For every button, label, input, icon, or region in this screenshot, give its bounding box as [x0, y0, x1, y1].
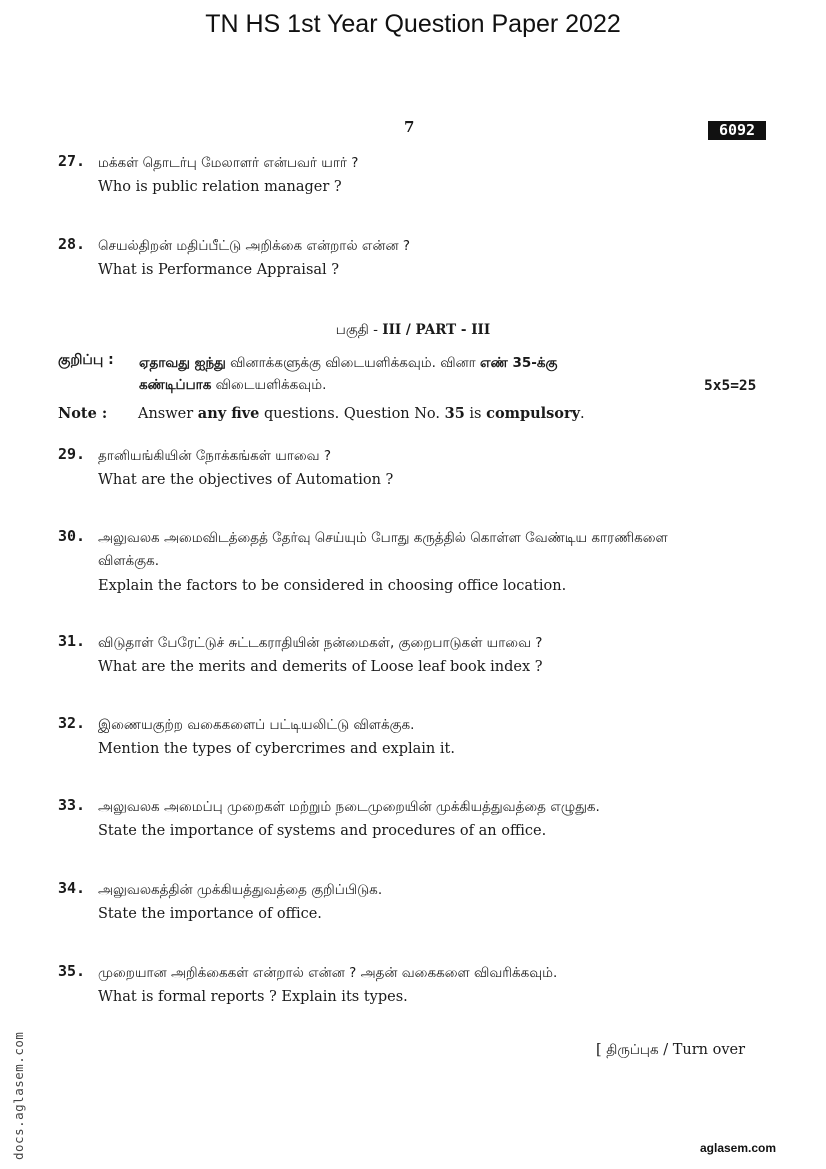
turn-over-note — [596, 1042, 745, 1060]
note-en-part-3: questions. Question No. — [259, 406, 445, 422]
question-number: 35. — [58, 962, 86, 980]
turn-over-bracket: [ — [596, 1042, 607, 1058]
question-text-tamil: விடுதாள் பேரேட்டுச் சுட்டகராதியின் நன்மைகள், குறைபாடுகள் யாவை ? — [98, 635, 543, 651]
note-en-bold-6: compulsory — [486, 405, 581, 422]
question-text-english: What are the merits and demerits of Loose leaf book index ? — [98, 659, 543, 675]
note-en-bold-4: 35 — [444, 405, 465, 422]
note-text-tamil — [139, 352, 769, 396]
note-tamil-bold-3: எண் 35-க்கு — [480, 355, 558, 371]
question-number: 33. — [58, 796, 86, 814]
note-en-bold-2: any five — [197, 405, 260, 422]
question-text-english: State the importance of office. — [98, 906, 322, 922]
question-text-english: What are the objectives of Automation ? — [98, 472, 394, 488]
question-number: 29. — [58, 445, 86, 463]
note-tamil-part-5: விடையளிக்கவும். — [211, 377, 327, 393]
question-text-tamil: அலுவலக அமைவிடத்தைத் தேர்வு செய்யும் போது கருத்தில் கொள்ள வேண்டிய காரணிகளை விளக்குக. — [98, 530, 668, 569]
question-number: 31. — [58, 632, 86, 650]
question-text-english: What is Performance Appraisal ? — [98, 262, 340, 278]
question-number: 30. — [58, 527, 86, 545]
note-label-tamil: குறிப்பு : — [58, 352, 114, 368]
paper-code-badge: 6092 — [708, 121, 766, 140]
question-text-tamil: செயல்திறன் மதிப்பீட்டு அறிக்கை என்றால் என்ன ? — [98, 238, 410, 254]
footer-brand-link[interactable]: aglasem.com — [700, 1141, 777, 1155]
question-text-tamil: முறையான அறிக்கைகள் என்றால் என்ன ? அதன் வகைகளை விவரிக்கவும். — [98, 965, 558, 981]
marks-label: 5x5=25 — [704, 378, 757, 394]
part-heading-english: III / PART - III — [382, 322, 491, 338]
question-text-tamil: தானியங்கியின் நோக்கங்கள் யாவை ? — [98, 448, 331, 464]
question-number: 27. — [58, 152, 86, 170]
question-text-english: State the importance of systems and procedures of an office. — [98, 823, 547, 839]
page-title: TN HS 1st Year Question Paper 2022 — [205, 10, 621, 38]
question-number: 32. — [58, 714, 86, 732]
part-heading-tamil: பகுதி - — [335, 322, 383, 338]
question-number: 28. — [58, 235, 86, 253]
turn-over-tamil: திருப்புக — [606, 1042, 659, 1058]
note-tamil-bold-1: ஏதாவது ஐந்து — [139, 355, 226, 371]
question-text-english: Explain the factors to be considered in choosing office location. — [98, 578, 567, 594]
question-text-tamil: இணையகுற்ற வகைகளைப் பட்டியலிட்டு விளக்குக. — [98, 717, 415, 733]
question-text-tamil: அலுவலக அமைப்பு முறைகள் மற்றும் நடைமுறையின் முக்கியத்துவத்தை எழுதுக. — [98, 799, 600, 815]
question-number: 34. — [58, 879, 86, 897]
question-text-tamil: மக்கள் தொடர்பு மேலாளர் என்பவர் யார் ? — [98, 155, 359, 171]
question-text-english: Who is public relation manager ? — [98, 179, 342, 195]
note-en-part-1: Answer — [138, 406, 198, 422]
page-number: 7 — [404, 118, 415, 136]
side-watermark: docs.aglasem.com — [11, 1031, 26, 1160]
note-en-part-7: . — [580, 406, 585, 422]
question-text-english: Mention the types of cybercrimes and explain it. — [98, 741, 455, 757]
note-en-part-5: is — [464, 406, 487, 422]
question-text-tamil: அலுவலகத்தின் முக்கியத்துவத்தை குறிப்பிடுக. — [98, 882, 383, 898]
part-heading — [0, 322, 826, 340]
note-text-english — [138, 405, 585, 422]
turn-over-english: / Turn over — [658, 1042, 746, 1058]
note-tamil-bold-4: கண்டிப்பாக — [139, 377, 212, 393]
note-label-english: Note : — [58, 405, 108, 422]
question-text-english: What is formal reports ? Explain its types. — [98, 989, 408, 1005]
note-tamil-part-2: வினாக்களுக்கு விடையளிக்கவும். வினா — [225, 355, 481, 371]
